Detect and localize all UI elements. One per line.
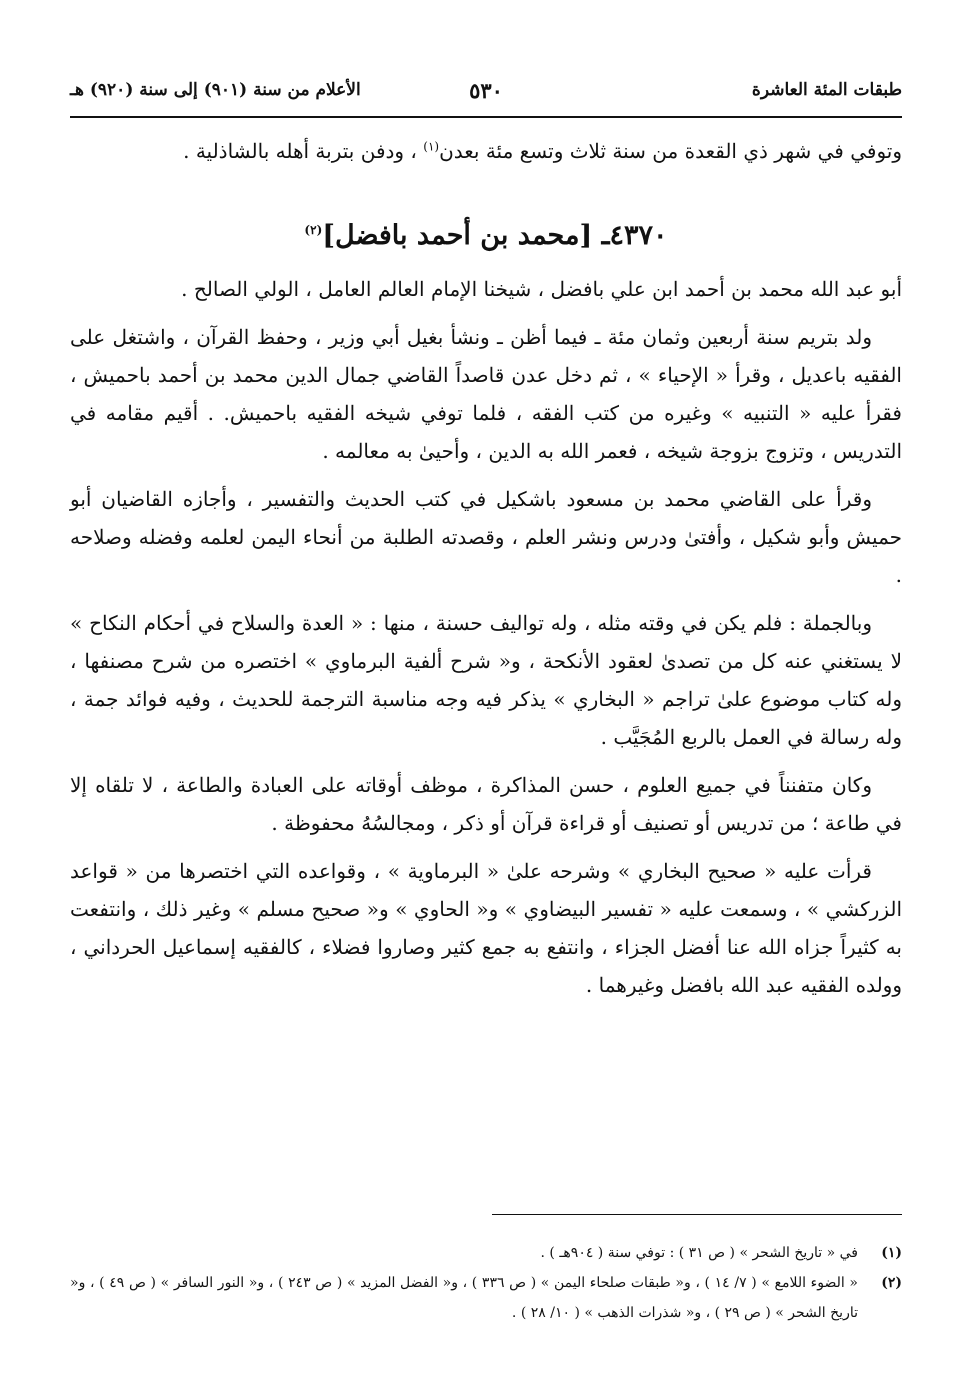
running-header (70, 80, 902, 110)
footnote-ref-2[interactable]: (٢) (304, 223, 323, 237)
footnote-1 (70, 1238, 902, 1268)
header-book-section: طبقات المئة العاشرة (751, 80, 902, 100)
footnote-rule (492, 1214, 902, 1215)
footnote-2 (70, 1268, 902, 1328)
footnote-number: (٢) (881, 1275, 902, 1291)
opening-line-end: ، ودفن بتربة أهله بالشاذلية . (183, 139, 424, 163)
header-rule (70, 116, 902, 118)
paragraph-6: قرأت عليه « صحيح البخاري » وشرحه علىٰ « البرماوية » ، وقواعده التي اختصرها من « قواعد الزركشي » ، وسمعت عليه « تفسير البيضاوي » و« الحاوي » و« صحيح مسلم » وغير ذلك ، وانتفعت به كثيراً جزاه الله عنا أفضل الجزاء ، وانتفع به جمع كثير وصاروا فضلاء ، كالفقيه إسماعيل الحرداني ، وولده الفقيه عبد الله بافضل وغيرهما . (70, 859, 903, 997)
footnote-text: « الضوء اللامع » ( ٧/ ١٤ ) ، و« طبقات صلحاء اليمن » ( ص ٣٣٦ ) ، و« الفضل المزيد » ( ص ٢٤٣ ) ، و« النور السافر » ( ص ٤٩ ) ، و« تاريخ الشحر » ( ص ٢٩ ) ، و« شذرات الذهب » ( ١٠/ ٢٨ ) . (70, 1275, 858, 1321)
paragraph-2: ولد بتريم سنة أربعين وثمان مئة ـ فيما أظن ـ ونشأ بغيل أبي وزير ، وحفظ القرآن ، واشتغل على الفقيه باعديل ، وقرأ « الإحياء » ، ثم دخل عدن قاصداً القاضي جمال الدين محمد بن أحمد باحميش ، فقرأ عليه « التنبيه » وغيره من كتب الفقه ، فلما توفي شيخه الفقيه باحميش. . أقيم مقامه في التدريس ، وتزوج بزوجة شيخه ، فعمر الله به الدين ، وأحيىٰ به معالمه . (70, 325, 902, 463)
book-page (70, 0, 902, 1391)
paragraph-5: وكان متفنناً في جميع العلوم ، حسن المذاكرة ، موظف أوقاته على العبادة والطاعة ، لا تلقاه إلا في طاعة ؛ من تدريس أو تصنيف أو قراءة قرآن أو ذكر ، ومجالسُهُ محفوظة . (70, 773, 902, 835)
paragraph-4: وبالجملة : فلم يكن في وقته مثله ، وله تواليف حسنة ، منها : « العدة والسلاح في أحكام النكاح » لا يستغني عنه كل من تصدىٰ لعقود الأنكحة ، و« شرح ألفية البرماوي » اختصره من شرح مصنفها ، وله كتاب موضوع علىٰ تراجم « البخاري » يذكر فيه وجه مناسبة الترجمة للحديث ، وفيه فوائد جمة ، وله رسالة في العمل بالربع المُجَيَّب . (70, 611, 902, 749)
entry-title: ٤٣٧٠ـ [محمد بن أحمد بافضل] (322, 220, 668, 251)
main-text (70, 132, 902, 1014)
opening-line (70, 132, 902, 170)
footnote-text: في « تاريخ الشحر » ( ص ٣١ ) : توفي سنة ( ٩٠٤هـ ) . (540, 1245, 858, 1261)
entry-heading (70, 216, 902, 256)
opening-line-text: وتوفي في شهر ذي القعدة من سنة ثلاث وتسع مئة بعدن (439, 139, 902, 163)
footnotes (70, 1238, 902, 1328)
page-number: ٥٣٠ (469, 78, 503, 103)
header-year-range: الأعلام من سنة (٩٠١) إلى سنة (٩٢٠) هـ (70, 80, 361, 100)
footnote-ref-1[interactable]: (١) (423, 139, 440, 154)
paragraph-1: أبو عبد الله محمد بن أحمد ابن علي بافضل ، شيخنا الإمام العالم العامل ، الولي الصالح . (181, 277, 902, 301)
paragraph-3: وقرأ على القاضي محمد بن مسعود باشكيل في كتب الحديث والتفسير ، وأجازه القاضيان أبو حميش وأبو شكيل ، وأفتىٰ ودرس ونشر العلم ، وقصدته الطلبة من أنحاء اليمن لعلمه وفضله وصلاحه . (70, 487, 902, 587)
footnote-number: (١) (881, 1245, 902, 1261)
